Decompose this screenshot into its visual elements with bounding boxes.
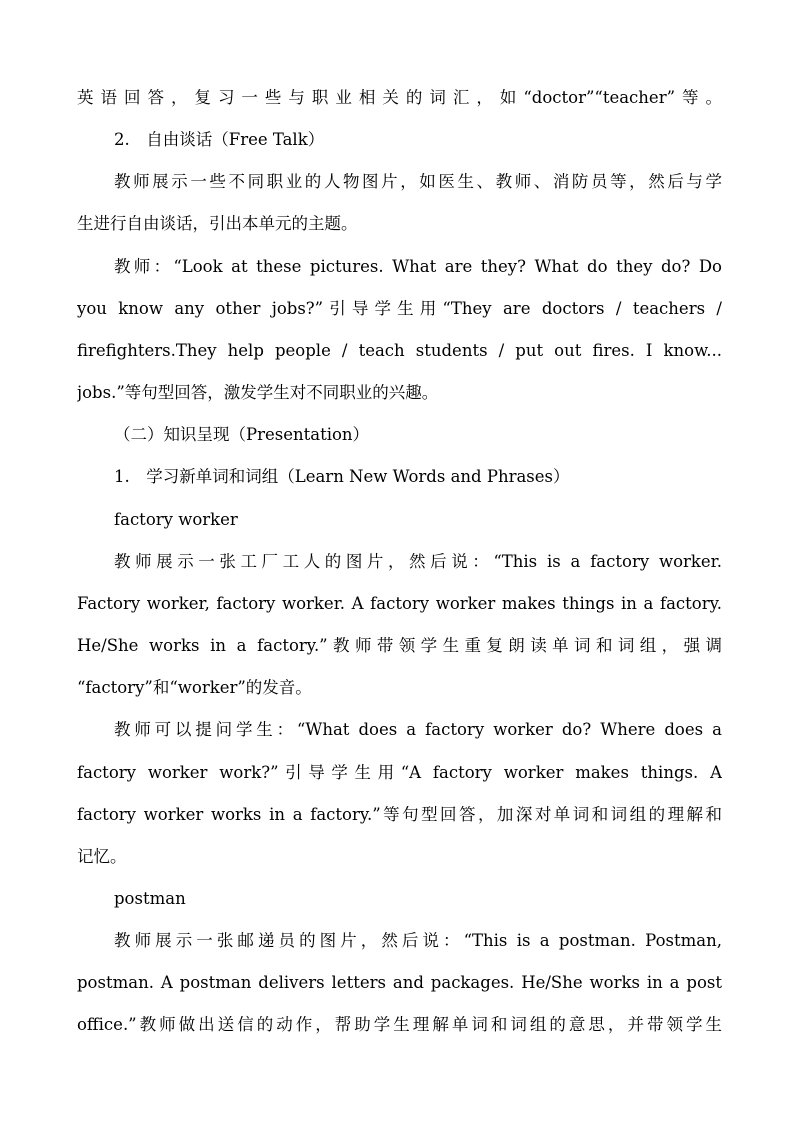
paragraph-line: He/She works in a factory.”教师带领学生重复朗读单词和词组，强调 [77, 636, 722, 655]
paragraph-line: Factory worker, factory worker. A factory worker makes things in a factory. [77, 594, 722, 613]
section-heading-new-words: 1. 学习新单词和词组（Learn New Words and Phrases） [114, 467, 570, 486]
paragraph-line: 教师展示一张工厂工人的图片，然后说：“This is a factory worker. [114, 552, 722, 571]
paragraph-line: factory worker works in a factory.”等句型回答，加深对单词和词组的理解和 [77, 805, 722, 824]
section-heading-presentation: （二）知识呈现（Presentation） [114, 425, 370, 444]
paragraph-line: 生进行自由谈话，引出本单元的主题。 [77, 214, 358, 233]
paragraph-line: jobs.”等句型回答，激发学生对不同职业的兴趣。 [77, 383, 439, 402]
vocab-term-factory-worker: factory worker [114, 510, 238, 529]
paragraph-line: 教师展示一张邮递员的图片，然后说：“This is a postman. Postman, [114, 931, 722, 950]
paragraph-line: 教师展示一些不同职业的人物图片，如医生、教师、消防员等，然后与学 [114, 172, 722, 191]
paragraph-line: 英语回答，复习一些与职业相关的词汇，如“doctor”“teacher”等。 [77, 88, 722, 107]
section-heading-free-talk: 2. 自由谈话（Free Talk） [114, 130, 325, 149]
paragraph-line: you know any other jobs?”引导学生用“They are doctors / teachers / [77, 299, 722, 318]
vocab-term-postman: postman [114, 889, 186, 908]
paragraph-line: postman. A postman delivers letters and packages. He/She works in a post [77, 973, 722, 992]
paragraph-line: “factory”和“worker”的发音。 [77, 678, 312, 697]
paragraph-line: 教师可以提问学生：“What does a factory worker do? Where does a [114, 720, 722, 739]
paragraph-line: 记忆。 [77, 847, 127, 866]
paragraph-line: factory worker work?”引导学生用“A factory worker makes things. A [77, 763, 722, 782]
paragraph-line: office.”教师做出送信的动作，帮助学生理解单词和词组的意思，并带领学生 [77, 1015, 722, 1034]
paragraph-line: 教师：“Look at these pictures. What are they? What do they do? Do [114, 257, 722, 276]
paragraph-line: firefighters.They help people / teach students / put out fires. I know... [77, 341, 722, 360]
